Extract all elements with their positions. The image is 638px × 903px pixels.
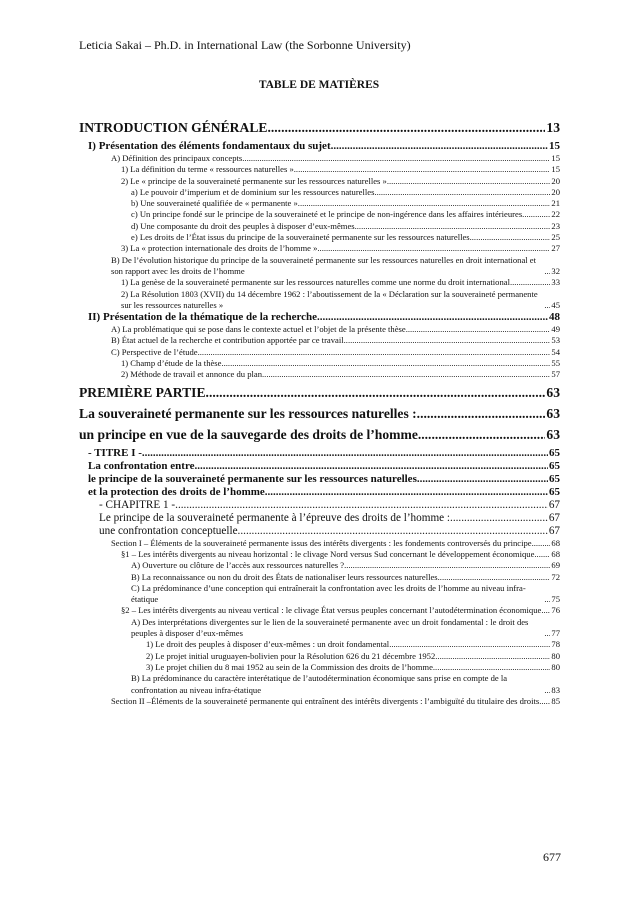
toc-entry[interactable] [79, 369, 560, 380]
dot-leader [532, 538, 551, 549]
dot-leader [417, 405, 546, 423]
toc-entry[interactable] [79, 119, 560, 137]
toc-entry[interactable] [79, 209, 560, 220]
toc-entry-page: 65 [549, 472, 560, 485]
toc-entry-title: une confrontation conceptuelle [99, 524, 238, 537]
dot-leader [435, 651, 550, 662]
toc-entry[interactable] [79, 499, 560, 512]
dot-leader [198, 347, 551, 358]
dot-leader [344, 560, 550, 571]
toc-entry[interactable] [79, 662, 560, 673]
toc-entry-title: - TITRE I - [88, 446, 142, 459]
toc-entry-title: §1 – Les intérêts divergents au niveau horizontal : le clivage Nord versus Sud concernant le développement économique [121, 548, 535, 559]
toc-entry[interactable] [79, 486, 560, 499]
toc-entry-title: le principe de la souveraineté permanente sur les ressources naturelles [88, 472, 417, 485]
toc-entry-title: 1) Champ d’étude de la thèse [121, 358, 222, 369]
toc-entry-page: 32 [551, 265, 560, 276]
toc-entry-page: 27 [551, 243, 560, 254]
toc-entry-page: 33 [551, 277, 560, 288]
toc-entry[interactable] [79, 347, 560, 358]
toc-entry[interactable] [79, 243, 560, 254]
toc-entry[interactable] [79, 324, 560, 335]
dot-leader [522, 209, 550, 220]
toc-entry[interactable] [79, 696, 560, 707]
toc-entry-page: 63 [546, 405, 560, 421]
toc-entry[interactable] [79, 447, 560, 460]
toc-entry-title: a) Le pouvoir d’imperium et de dominium sur les ressources naturelles [131, 186, 375, 197]
toc-entry[interactable] [79, 221, 560, 232]
dot-leader [221, 358, 550, 369]
toc-entry-page: 85 [551, 695, 560, 706]
toc-entry[interactable] [79, 460, 560, 473]
toc-entry-page: 57 [551, 369, 560, 380]
toc-entry[interactable] [79, 176, 560, 187]
dot-leader [355, 221, 551, 232]
toc-entry[interactable] [79, 639, 560, 650]
toc-entry-title: et la protection des droits de l’homme [88, 485, 265, 498]
toc-entry-title: A) Des interprétations divergentes sur le lien de la souveraineté permanente avec un droit fondamental : le droit des peuples à disposer d’eux-mêmes [131, 616, 529, 639]
toc-entry[interactable] [79, 525, 560, 538]
dot-leader [417, 473, 548, 486]
dot-leader [206, 384, 546, 402]
toc-entry-page: 22 [551, 209, 560, 220]
toc-entry-title: un principe en vue de la sauvegarde des droits de l’homme [79, 426, 418, 442]
toc-entry-title: §2 – Les intérêts divergents au niveau vertical : le clivage État versus peuples concernant l’autodétermination économique [121, 605, 542, 616]
toc-entry-title: e) Les droits de l’État issus du principe de la souveraineté permanente sur les ressources naturelles [131, 232, 470, 243]
toc-entry[interactable] [79, 538, 560, 549]
toc-entry-title: Section II –Éléments de la souveraineté permanente qui entraînent des intérêts divergents : l’ambiguïté du titulaire des droits [111, 695, 540, 706]
toc-entry[interactable] [79, 651, 560, 662]
dot-leader [470, 232, 551, 243]
dot-leader [374, 187, 550, 198]
toc-entry-page: 63 [546, 426, 560, 442]
toc-entry-page: 65 [549, 485, 560, 498]
table-of-contents [79, 116, 560, 707]
dot-leader [450, 512, 548, 525]
dot-leader [175, 499, 548, 512]
toc-entry[interactable] [79, 426, 560, 444]
toc-entry-title: d) Une composante du droit des peuples à disposer d’eux-mêmes [131, 220, 355, 231]
toc-entry-title: A) Ouverture ou clôture de l’accès aux ressources naturelles ? [131, 560, 345, 571]
toc-entry-page: 20 [551, 175, 560, 186]
toc-entry-page: 65 [549, 459, 560, 472]
toc-entry-page: 63 [546, 384, 560, 400]
toc-entry-page: 67 [548, 511, 560, 524]
toc-entry-page: 72 [551, 571, 560, 582]
toc-entry[interactable] [79, 277, 560, 288]
toc-entry[interactable] [79, 605, 560, 616]
toc-entry-title: INTRODUCTION GÉNÉRALE [79, 120, 268, 135]
toc-entry[interactable] [79, 164, 560, 175]
toc-entry[interactable] [79, 289, 560, 312]
toc-entry-page: 49 [551, 324, 560, 335]
toc-entry-title: C) Perspective de l’étude [111, 346, 198, 357]
toc-entry[interactable] [79, 549, 560, 560]
toc-entry-title: La souveraineté permanente sur les ressources naturelles : [79, 405, 417, 421]
toc-entry-page: 13 [546, 120, 560, 135]
toc-entry[interactable] [79, 473, 560, 486]
toc-entry-title: 2) Le « principe de la souveraineté permanente sur les ressources naturelles » [121, 175, 387, 186]
toc-entry-page: 65 [549, 446, 560, 459]
toc-entry-page: 23 [551, 220, 560, 231]
dot-leader [238, 525, 548, 538]
toc-entry[interactable] [79, 335, 560, 346]
dot-leader [265, 486, 548, 499]
dot-leader [262, 369, 550, 380]
dot-leader [317, 311, 548, 324]
toc-entry-page: 75 [551, 594, 560, 605]
toc-entry-page: 68 [551, 548, 560, 559]
dot-leader [389, 639, 550, 650]
toc-entry-page: 55 [551, 358, 560, 369]
toc-entry[interactable] [79, 405, 560, 423]
toc-entry-page: 53 [551, 335, 560, 346]
toc-entry-page: 45 [551, 299, 560, 310]
dot-leader [534, 549, 550, 560]
toc-entry-title: 1) Le droit des peuples à disposer d’eux-mêmes : un droit fondamental [146, 639, 390, 650]
dot-leader [539, 696, 550, 707]
toc-entry-page: 15 [549, 140, 560, 152]
toc-entry[interactable] [79, 153, 560, 164]
toc-entry-title: I) Présentation des éléments fondamentaux du sujet [88, 140, 331, 152]
toc-entry-title: A) La problématique qui se pose dans le contexte actuel et l’objet de la présente thèse [111, 324, 406, 335]
dot-leader [406, 324, 551, 335]
toc-entry[interactable] [79, 572, 560, 583]
toc-entry-title: C) La prédominance d’une conception qui entraînerait la confrontation avec les droits de l’homme au niveau infra-étatique [131, 582, 526, 605]
toc-entry[interactable] [79, 358, 560, 369]
toc-entry-page: 77 [551, 628, 560, 639]
toc-entry-page: 54 [551, 346, 560, 357]
toc-entry-title: 1) La genèse de la souveraineté permanente sur les ressources naturelles comme une norme du droit international [121, 277, 510, 288]
toc-entry[interactable] [79, 255, 560, 278]
toc-entry[interactable] [79, 512, 560, 525]
toc-entry-title: B) La prédominance du caractère interétatique de l’autodétermination économique sans prise en compte de la confrontation au niveau infra-étatique [131, 673, 508, 695]
toc-entry-title: B) État actuel de la recherche et contribution apportée par ce travail [111, 335, 344, 346]
toc-entry-page: 48 [549, 311, 560, 324]
toc-entry-title: A) Définition des principaux concepts [111, 153, 243, 163]
dot-leader [418, 426, 546, 444]
running-header: Leticia Sakai – Ph.D. in International Law (the Sorbonne University) [79, 38, 411, 52]
toc-entry-title: b) Une souveraineté qualifiée de « permanente » [131, 198, 298, 209]
toc-entry-page: 67 [548, 498, 560, 511]
toc-entry-page: 69 [551, 560, 560, 571]
toc-entry-title: Le principe de la souveraineté permanente à l’épreuve des droits de l’homme : [99, 511, 451, 524]
toc-entry-page: 68 [551, 537, 560, 548]
toc-entry-page: 76 [551, 605, 560, 616]
dot-leader [433, 662, 551, 673]
toc-entry[interactable] [79, 560, 560, 571]
dot-leader [387, 176, 551, 187]
toc-entry-title: II) Présentation de la thématique de la recherche [88, 311, 318, 324]
dot-leader [267, 119, 545, 137]
toc-entry-title: c) Un principe fondé sur le principe de la souveraineté et le principe de non-ingérence dans les affaires intérieures [131, 209, 523, 220]
dot-leader [242, 153, 550, 164]
toc-entry[interactable] [79, 673, 560, 696]
toc-entry-title: 1) La définition du terme « ressources naturelles » [121, 164, 294, 175]
toc-entry-title: 3) La « protection internationale des droits de l’homme » [121, 243, 318, 254]
toc-entry-page: 21 [551, 198, 560, 209]
toc-entry-title: 2) Le projet initial uruguayen-bolivien pour la Résolution 626 du 21 décembre 1952 [146, 650, 436, 661]
dot-leader [195, 460, 548, 473]
dot-leader [317, 243, 550, 254]
toc-entry[interactable] [79, 140, 560, 153]
dot-leader [344, 335, 551, 346]
toc-entry-page: 25 [551, 232, 560, 243]
toc-entry[interactable] [79, 232, 560, 243]
toc-entry-title: B) De l’évolution historique du principe de la souveraineté permanente sur les ressources naturelles en droit international et son rapport avec les droits de l’homme [111, 254, 537, 276]
toc-entry[interactable] [79, 311, 560, 324]
page-number: 677 [543, 850, 561, 864]
dot-leader [331, 140, 548, 153]
toc-entry-page: 20 [551, 186, 560, 197]
toc-entry-title: 2) La Résolution 1803 (XVII) du 14 décembre 1962 : l’aboutissement de la « Déclaration sur la souveraineté permanente sur les ressources naturelles » [121, 288, 538, 310]
toc-entry-page: 15 [551, 153, 560, 163]
toc-entry-title: 2) Méthode de travail et annonce du plan [121, 369, 263, 380]
toc-entry-title: La confrontation entre [88, 459, 195, 472]
toc-entry-title: - CHAPITRE 1 - [99, 498, 176, 511]
toc-entry-page: 80 [551, 661, 560, 672]
dot-leader [294, 164, 551, 175]
toc-entry[interactable] [79, 617, 560, 640]
toc-entry[interactable] [79, 187, 560, 198]
toc-entry-title: B) La reconnaissance ou non du droit des États de nationaliser leurs ressources naturelles [131, 571, 438, 582]
toc-entry[interactable] [79, 198, 560, 209]
page-title: TABLE DE MATIÈRES [258, 79, 380, 91]
toc-entry-page: 78 [551, 639, 560, 650]
toc-entry-title: PREMIÈRE PARTIE [79, 384, 206, 400]
toc-entry-page: 67 [548, 524, 560, 537]
toc-entry[interactable] [79, 384, 560, 402]
toc-entry[interactable] [79, 583, 560, 606]
toc-entry-page: 83 [551, 684, 560, 695]
toc-entry-page: 15 [551, 164, 560, 175]
dot-leader [142, 447, 548, 460]
dot-leader [298, 198, 551, 209]
dot-leader [438, 572, 551, 583]
dot-leader [541, 605, 550, 616]
toc-entry-title: 3) Le projet chilien du 8 mai 1952 au sein de la Commission des droits de l’homme [146, 661, 433, 672]
dot-leader [510, 277, 550, 288]
toc-entry-page: 80 [551, 650, 560, 661]
toc-entry-title: Section I – Éléments de la souveraineté permanente issus des intérêts divergents : les fondements controversés du principe [111, 537, 532, 548]
